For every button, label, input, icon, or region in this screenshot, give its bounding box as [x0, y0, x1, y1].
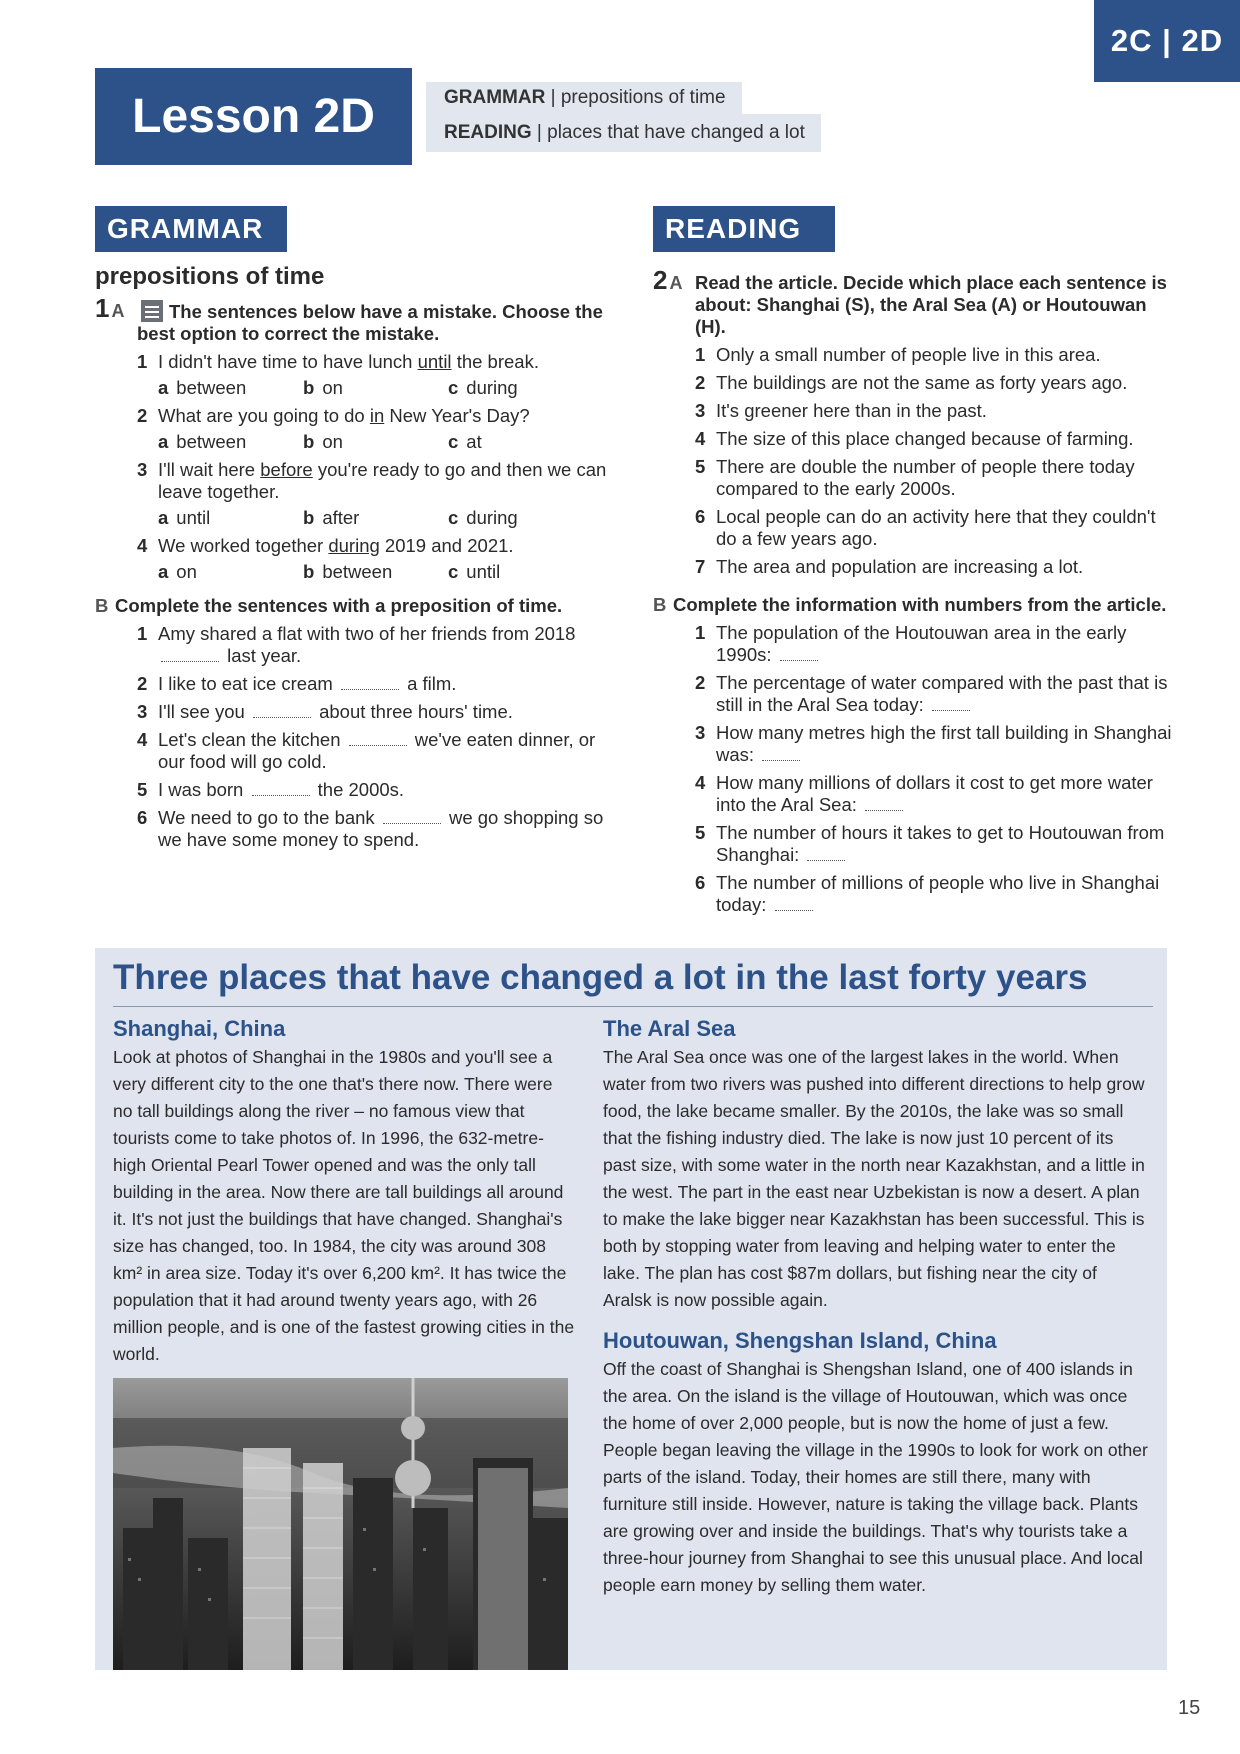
- unit-tab: 2C | 2D: [1094, 0, 1240, 82]
- answer-blank[interactable]: [762, 748, 800, 761]
- shanghai-skyline-photo: [113, 1378, 568, 1670]
- exercise-letter: A: [669, 273, 683, 293]
- section-heading: The Aral Sea: [603, 1016, 736, 1041]
- grammar-subheading: prepositions of time: [95, 263, 325, 290]
- exercise-number: 2: [653, 265, 668, 295]
- section-body: Off the coast of Shanghai is Shengshan Island, one of 400 islands in the area. On the island is the village of Houtouwan, which was once the home of over 2,000 people, but is now the home of just a few. People began leaving the village in the 1990s to look for work on other parts of the island. Today, their homes are still there, many with furniture still inside. However, nature is taking the village back. Plants are growing over and inside the buildings. That's why tourists take a three-hour journey from Shanghai to see this unusual place. And local people earn money by selling them water.: [603, 1359, 1148, 1595]
- answer-blank[interactable]: [807, 848, 845, 861]
- option-c[interactable]: c at: [448, 431, 482, 452]
- list-item: 5 The number of hours it takes to get to Houtouwan from Shanghai:: [695, 822, 1165, 865]
- list-item: 1 I didn't have time to have lunch until the break. a between b on c during: [137, 351, 615, 399]
- answer-options: [158, 507, 615, 529]
- list-item: 6 The number of millions of people who live in Shanghai today:: [695, 872, 1160, 915]
- article-title: Three places that have changed a lot in the last forty years: [113, 958, 1153, 1007]
- answer-blank[interactable]: [865, 798, 903, 811]
- page-number: 15: [1178, 1697, 1201, 1719]
- exercise-letter: B: [95, 595, 109, 616]
- topic-label: GRAMMAR: [444, 87, 546, 108]
- lesson-title: Lesson 2D: [95, 68, 412, 165]
- answer-blank[interactable]: [383, 811, 441, 824]
- section-body: Look at photos of Shanghai in the 1980s and you'll see a very different city to the one that's there now. There were no tall buildings along the river – no famous view that tourists come to take photos of. In 1996, the 632-metre-high Oriental Pearl Tower opened and was the only tall building in the area. Now there are tall buildings all around it. It's not just the buildings that have changed. Shanghai's size has changed, too. In 1984, the city was around 308 km² in area size. Today it's over 6,200 km². It has twice the population that it had around twenty years ago, with 26 million people, and is one of the fastest growing cities in the world.: [113, 1047, 575, 1364]
- exercise-2b-instruction: B Complete the information with numbers from the article.: [653, 594, 1167, 615]
- list-item: 3 How many metres high the first tall building in Shanghai was:: [695, 722, 1172, 765]
- option-a[interactable]: a on: [158, 561, 197, 582]
- list-item: 1 Only a small number of people live in this area.: [695, 344, 1101, 365]
- answer-options: [158, 561, 615, 583]
- list-item: 6 Local people can do an activity here that they couldn't do a few years ago.: [695, 506, 1156, 549]
- exercise-1a-instruction: 1 A The sentences below have a mistake. Choose the best option to correct the mistake.: [95, 293, 603, 344]
- list-item: 3 I'll see you about three hours' time.: [137, 701, 513, 722]
- answer-options: [158, 377, 615, 399]
- reading-heading: READING: [653, 206, 835, 252]
- exercise-letter: A: [111, 301, 125, 321]
- list-item: 1 Amy shared a flat with two of her friends from 2018 last year.: [137, 623, 576, 666]
- list-item: 2 The buildings are not the same as forty years ago.: [695, 372, 1128, 393]
- option-a[interactable]: a between: [158, 431, 247, 452]
- answer-blank[interactable]: [341, 677, 399, 690]
- answer-blank[interactable]: [161, 649, 219, 662]
- exercise-1b-instruction: B Complete the sentences with a preposition of time.: [95, 595, 563, 616]
- exercise-2b-list: [653, 622, 1173, 916]
- answer-options: [158, 431, 615, 453]
- exercise-letter: B: [653, 594, 667, 615]
- answer-blank[interactable]: [253, 705, 311, 718]
- answer-blank[interactable]: [349, 733, 407, 746]
- topic-label: READING: [444, 122, 532, 143]
- answer-blank[interactable]: [932, 698, 970, 711]
- topic-text: places that have changed a lot: [547, 122, 805, 143]
- option-c[interactable]: c during: [448, 377, 518, 398]
- topic-reading: READING | places that have changed a lot: [426, 114, 821, 152]
- list-item: 5 I was born the 2000s.: [137, 779, 405, 800]
- article-column-right: [603, 1014, 1148, 1599]
- list-item: 4 The size of this place changed because of farming.: [695, 428, 1134, 449]
- list-item: 4 We worked together during 2019 and 2021. a on b between c until: [137, 535, 615, 583]
- answer-blank[interactable]: [252, 783, 310, 796]
- option-a[interactable]: a between: [158, 377, 247, 398]
- list-item: 3 I'll wait here before you're ready to go and then we can leave together. a until b after c during: [137, 459, 615, 529]
- list-item: 3 It's greener here than in the past.: [695, 400, 987, 421]
- article-panel: [95, 948, 1167, 1670]
- topic-text: prepositions of time: [560, 87, 726, 108]
- exercise-1b-list: [95, 623, 615, 851]
- answer-blank[interactable]: [775, 898, 813, 911]
- list-item: 7 The area and population are increasing a lot.: [695, 556, 1084, 577]
- list-item: 6 We need to go to the bank we go shopping so we have some money to spend.: [137, 807, 604, 850]
- article-column-left: [113, 1014, 575, 1368]
- list-item: 2 The percentage of water compared with the past that is still in the Aral Sea today:: [695, 672, 1168, 715]
- list-item: 2 I like to eat ice cream a film.: [137, 673, 457, 694]
- exercise-1a-list: [95, 351, 615, 583]
- option-b[interactable]: b on: [303, 377, 343, 398]
- reading-column: [653, 265, 1173, 922]
- grammar-heading: GRAMMAR: [95, 206, 287, 252]
- document-icon: [141, 300, 163, 322]
- option-c[interactable]: c until: [448, 561, 501, 582]
- option-a[interactable]: a until: [158, 507, 211, 528]
- exercise-number: 1: [95, 293, 110, 323]
- section-body: The Aral Sea once was one of the largest lakes in the world. When water from two rivers was pushed into different directions to help grow food, the lake became smaller. By the 2010s, the lake was so small that the fishing industry died. The lake is now just 10 percent of its past size, with some water in the north near Kazakhstan, and a little in the west. The part in the east near Uzbekistan is now a desert. A plan to make the lake bigger near Kazakhstan has been successful. This is both by stopping water from leaving and helping water to enter the lake. The plan has cost $87m dollars, but fishing near the city of Aralsk is now possible again.: [603, 1047, 1145, 1310]
- list-item: 4 How many millions of dollars it cost to get more water into the Aral Sea:: [695, 772, 1153, 815]
- option-b[interactable]: b between: [303, 561, 393, 582]
- option-c[interactable]: c during: [448, 507, 518, 528]
- exercise-2a-list: [653, 344, 1173, 578]
- list-item: 5 There are double the number of people there today compared to the early 2000s.: [695, 456, 1135, 499]
- exercise-2a-instruction: 2 A Read the article. Decide which place each sentence is about: Shanghai (S), the Aral Sea (A) or Houtouwan (H).: [653, 265, 1167, 337]
- answer-blank[interactable]: [780, 648, 818, 661]
- section-heading: Shanghai, China: [113, 1016, 286, 1041]
- grammar-column: [95, 263, 615, 857]
- option-b[interactable]: b after: [303, 507, 360, 528]
- list-item: 1 The population of the Houtouwan area in the early 1990s:: [695, 622, 1127, 665]
- list-item: 4 Let's clean the kitchen we've eaten dinner, or our food will go cold.: [137, 729, 596, 772]
- list-item: 2 What are you going to do in New Year's Day? a between b on c at: [137, 405, 615, 453]
- section-heading: Houtouwan, Shengshan Island, China: [603, 1328, 997, 1353]
- option-b[interactable]: b on: [303, 431, 343, 452]
- topic-grammar: GRAMMAR | prepositions of time: [426, 82, 742, 114]
